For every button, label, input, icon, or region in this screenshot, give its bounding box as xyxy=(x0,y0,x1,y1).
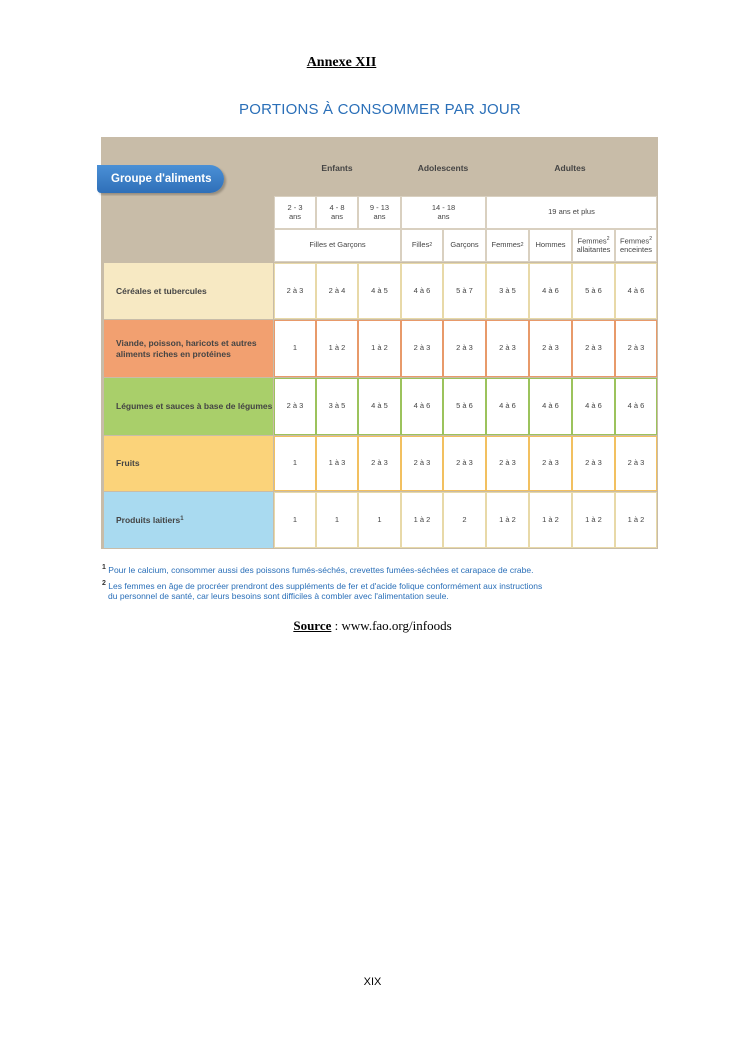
age-4-8 xyxy=(316,196,358,229)
value-cell: 2 à 3 xyxy=(401,320,443,377)
value-cell: 1 à 2 xyxy=(529,492,572,548)
value-cell: 4 à 6 xyxy=(529,378,572,435)
age-unit-text: ans xyxy=(373,211,386,221)
page-number: XIX xyxy=(363,976,382,988)
value-cell: 4 à 5 xyxy=(358,378,401,435)
subheader-femmes xyxy=(486,229,529,262)
age-14-18 xyxy=(401,196,486,229)
subheader-text: Garçons xyxy=(450,240,479,250)
row-label-viande: Viande, poisson, haricots et autres aliments riches en protéines xyxy=(104,320,273,377)
value-cell: 1 à 3 xyxy=(316,436,358,491)
age-unit-text: ans xyxy=(437,211,450,221)
value-cell: 1 à 2 xyxy=(486,492,529,548)
subheader-text: Filles xyxy=(411,240,430,250)
footnote-number: 1 xyxy=(102,564,106,571)
value-cell: 2 à 3 xyxy=(529,436,572,491)
source-line xyxy=(0,618,745,634)
age-19-plus xyxy=(486,196,657,229)
value-cell: 2 à 3 xyxy=(274,378,316,435)
value-cell: 3 à 5 xyxy=(316,378,358,435)
age-range-text: 9 - 13 xyxy=(369,203,390,213)
subheader-text: Filles et Garçons xyxy=(309,240,366,250)
value-cell: 2 à 3 xyxy=(274,263,316,319)
age-range-text: 19 ans et plus xyxy=(548,207,595,217)
footnote-2-continued: du personnel de santé, car leurs besoins sont difficiles à combler avec l'alimentation seule. xyxy=(108,591,449,601)
source-url: : www.fao.org/infoods xyxy=(331,618,452,633)
footnote-mark: 2 xyxy=(649,236,652,242)
value-cell: 1 xyxy=(274,436,316,491)
value-cell: 2 à 3 xyxy=(443,436,486,491)
footnote-mark: 2 xyxy=(429,241,433,248)
age-range-text: 4 - 8 xyxy=(329,203,345,213)
value-cell: 2 à 3 xyxy=(572,436,615,491)
source-label: Source xyxy=(293,618,332,633)
value-cell: 4 à 6 xyxy=(572,378,615,435)
value-cell: 4 à 6 xyxy=(401,263,443,319)
subheader-text: Femmes xyxy=(620,236,650,246)
row-label-laitiers xyxy=(104,492,273,548)
footnote-1 xyxy=(102,562,533,576)
value-cell: 2 à 3 xyxy=(572,320,615,377)
subheader-text: Femmes xyxy=(491,240,521,250)
value-cell: 2 à 3 xyxy=(358,436,401,491)
value-cell: 2 à 3 xyxy=(615,436,657,491)
value-cell: 1 xyxy=(358,492,401,548)
value-cell: 4 à 6 xyxy=(615,263,657,319)
value-cell: 4 à 6 xyxy=(529,263,572,319)
subheader-text: allaitantes xyxy=(576,244,611,254)
group-label-tab: Groupe d'aliments xyxy=(97,165,224,193)
value-cell: 1 à 2 xyxy=(401,492,443,548)
value-cell: 4 à 6 xyxy=(615,378,657,435)
value-cell: 2 xyxy=(443,492,486,548)
age-unit-text: ans xyxy=(330,211,344,221)
subheader-text: Hommes xyxy=(535,240,566,250)
value-cell: 1 xyxy=(274,492,316,548)
row-label-fruits: Fruits xyxy=(104,436,273,491)
subheader-femmes-enceintes xyxy=(615,229,657,262)
age-9-13 xyxy=(358,196,401,229)
header-adults: Adultes xyxy=(554,163,586,173)
value-cell: 2 à 4 xyxy=(316,263,358,319)
subheader-garcons xyxy=(443,229,486,262)
value-cell: 4 à 5 xyxy=(358,263,401,319)
subheader-femmes-allaitantes xyxy=(572,229,615,262)
value-cell: 1 xyxy=(316,492,358,548)
value-cell: 1 à 2 xyxy=(615,492,657,548)
value-cell: 5 à 7 xyxy=(443,263,486,319)
value-cell: 2 à 3 xyxy=(486,436,529,491)
header-children: Enfants xyxy=(321,163,353,173)
value-cell: 4 à 6 xyxy=(486,378,529,435)
value-cell: 4 à 6 xyxy=(401,378,443,435)
figure-title: PORTIONS À CONSOMMER PAR JOUR xyxy=(239,101,521,118)
subheader-hommes xyxy=(529,229,572,262)
value-cell: 2 à 3 xyxy=(615,320,657,377)
value-cell: 2 à 3 xyxy=(401,436,443,491)
value-cell: 1 xyxy=(274,320,316,377)
footnote-number: 2 xyxy=(102,580,106,587)
value-cell: 1 à 2 xyxy=(316,320,358,377)
row-label-legumes: Légumes et sauces à base de légumes xyxy=(104,378,273,435)
age-range-text: 14 - 18 xyxy=(431,203,456,213)
footnote-text: Pour le calcium, consommer aussi des poissons fumés-séchés, crevettes fumées-séchées et carapace de crabe. xyxy=(108,564,534,575)
value-cell: 5 à 6 xyxy=(443,378,486,435)
subheader-children xyxy=(274,229,401,262)
subheader-filles xyxy=(401,229,443,262)
row-label-cereales: Céréales et tubercules xyxy=(104,263,273,319)
value-cell: 2 à 3 xyxy=(443,320,486,377)
footnote-text: Les femmes en âge de procréer prendront des suppléments de fer et d'acide folique conformément aux instructions xyxy=(108,580,543,591)
value-cell: 1 à 2 xyxy=(358,320,401,377)
value-cell: 2 à 3 xyxy=(486,320,529,377)
footnote-mark: 2 xyxy=(520,241,524,248)
header-left-blank xyxy=(101,196,274,262)
footnote-mark: 2 xyxy=(606,236,610,242)
footnote-2 xyxy=(102,578,542,592)
row-label-text: Produits laitiers xyxy=(116,514,181,525)
subheader-text: enceintes xyxy=(619,244,653,254)
header-adolescents: Adolescents xyxy=(417,163,469,173)
value-cell: 3 à 5 xyxy=(486,263,529,319)
annex-title: Annexe XII xyxy=(306,55,377,70)
value-cell: 5 à 6 xyxy=(572,263,615,319)
value-cell: 2 à 3 xyxy=(529,320,572,377)
subheader-text: Femmes xyxy=(577,236,607,246)
age-unit-text: ans xyxy=(288,211,302,221)
value-cell: 1 à 2 xyxy=(572,492,615,548)
age-2-3 xyxy=(274,196,316,229)
footnote-mark: 1 xyxy=(180,516,184,523)
age-range-text: 2 - 3 xyxy=(287,203,303,213)
